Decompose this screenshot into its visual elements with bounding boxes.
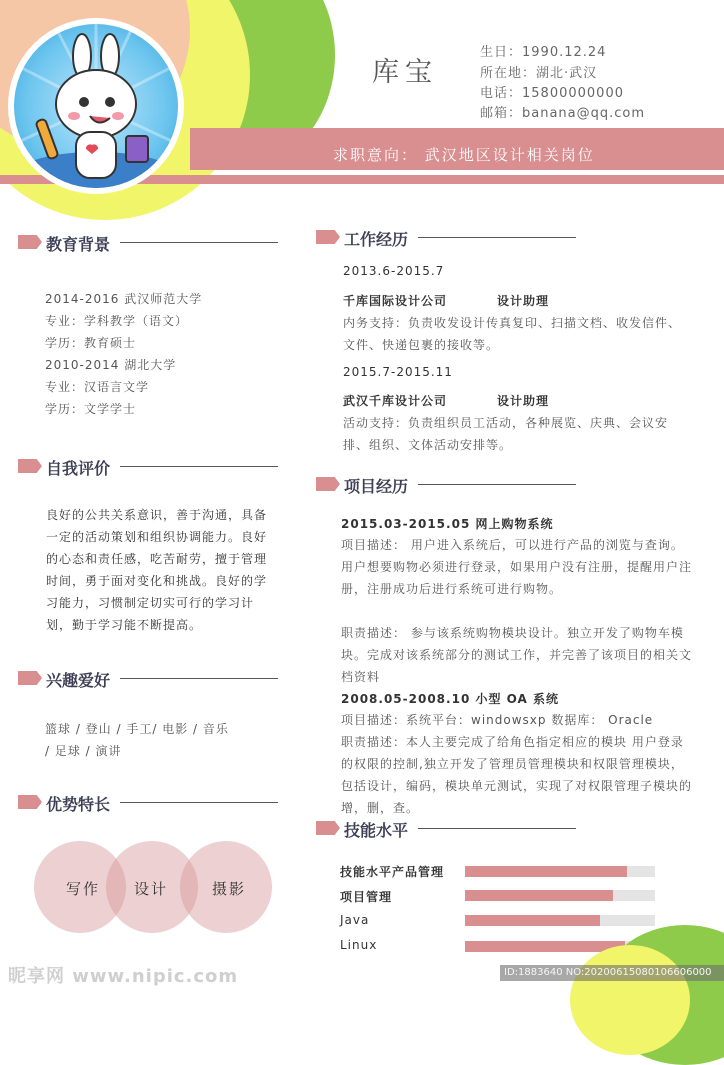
email: 邮箱：banana@qq.com	[480, 106, 646, 121]
skill-bar-fill	[465, 890, 613, 901]
project-description: 项目描述： 用户进入系统后，可以进行产品的浏览与查询。用户想要购物必须进行登录，如果用户没有注册，提醒用户注册，注册成功后进行系统可进行购物。	[341, 538, 693, 596]
decor-yellow-circle-bottom	[570, 945, 690, 1055]
project-duty: 职责描述： 参与该系统购物模块设计。独立开发了购物车模块。完成对该系统部分的测试工作，并完善了该项目的相关文档资料	[341, 626, 693, 684]
education-line: 2010-2014 湖北大学	[45, 358, 177, 372]
job-period: 2013.6-2015.7	[343, 264, 445, 278]
skill-bar-fill	[465, 915, 600, 926]
watermark-site: 昵享网 www.nipic.com	[8, 966, 239, 987]
project-description: 项目描述：系统平台：windowsxp 数据库： Oracle	[341, 713, 654, 727]
section-divider	[418, 484, 576, 485]
section-skills	[316, 818, 586, 838]
section-self-evaluation	[18, 456, 280, 476]
section-education	[18, 232, 280, 252]
section-arrow-icon	[316, 230, 340, 244]
skill-bar-fill	[465, 941, 625, 952]
skill-label: 技能水平产品管理	[340, 865, 445, 879]
skill-bar	[465, 890, 655, 901]
phone: 电话：15800000000	[480, 86, 624, 101]
section-title: 工作经历	[344, 230, 409, 249]
section-projects	[316, 474, 586, 494]
section-arrow-icon	[316, 477, 340, 491]
skill-label: 项目管理	[340, 890, 393, 904]
section-divider	[418, 828, 576, 829]
education-line: 学历：教育硕士	[45, 336, 137, 350]
education-line: 学历：文学学士	[45, 402, 137, 416]
section-title: 教育背景	[46, 235, 111, 254]
strength-item: 摄影	[212, 880, 247, 898]
skill-bar-fill	[465, 866, 627, 877]
self-evaluation-text: 良好的公共关系意识，善于沟通，具备一定的活动策划和组织协调能力。良好的心态和责任感，吃苦耐劳，擅于管理时间，勇于面对变化和挑战。良好的学习能力，习惯制定切实可行的学习计划，勤于学习能不断提高。	[46, 508, 268, 632]
candidate-name: 库宝	[372, 57, 438, 88]
project-header: 2008.05-2008.10 小型 OA 系统	[341, 692, 559, 706]
location: 所在地：湖北·武汉	[480, 66, 598, 81]
skill-label: Linux	[340, 938, 378, 952]
section-divider	[120, 242, 278, 243]
bunny-mascot-icon	[14, 24, 178, 188]
section-title: 技能水平	[344, 821, 409, 840]
section-divider	[120, 802, 278, 803]
job-role: 设计助理	[497, 294, 550, 308]
avatar	[8, 18, 184, 194]
job-description: 活动支持：负责组织员工活动，各种展览、庆典、会议安排、组织、文体活动安排等。	[343, 416, 669, 452]
section-arrow-icon	[18, 671, 42, 685]
section-arrow-icon	[316, 821, 340, 835]
education-line: 2014-2016 武汉师范大学	[45, 292, 203, 306]
skill-label: Java	[340, 913, 370, 927]
section-hobbies	[18, 668, 280, 688]
project-header: 2015.03-2015.05 网上购物系统	[341, 517, 554, 531]
strength-item: 设计	[134, 880, 169, 898]
education-line: 专业：汉语言文学	[45, 380, 150, 394]
job-role: 设计助理	[497, 394, 550, 408]
section-arrow-icon	[18, 235, 42, 249]
education-line: 专业：学科教学（语文）	[45, 314, 189, 328]
section-divider	[120, 678, 278, 679]
section-title: 优势特长	[46, 795, 111, 814]
section-title: 项目经历	[344, 477, 409, 496]
job-company: 千库国际设计公司	[343, 294, 448, 308]
birth-date: 生日：1990.12.24	[480, 45, 607, 60]
job-company: 武汉千库设计公司	[343, 394, 448, 408]
section-divider	[418, 237, 576, 238]
job-description: 内务支持：负责收发设计传真复印、扫描文档、收发信件、文件、快递包裹的接收等。	[343, 316, 682, 352]
section-title: 自我评价	[46, 459, 111, 478]
hobby-list: 篮球 / 登山 / 手工/ 电影 / 音乐	[45, 722, 229, 736]
section-title: 兴趣爱好	[46, 671, 111, 690]
watermark-id: ID:1883640 NO:20200615080106606000	[500, 965, 724, 981]
project-duty: 职责描述：本人主要完成了给角色指定相应的模块 用户登录的权限的控制,独立开发了管理员管理模块和权限管理模块，包括设计，编码，模块单元测试，实现了对权限管理子模块的增，删，查。	[341, 735, 693, 815]
strength-item: 写作	[66, 880, 101, 898]
section-arrow-icon	[18, 795, 42, 809]
hobby-list-cont: / 足球 / 演讲	[45, 744, 122, 758]
section-arrow-icon	[18, 459, 42, 473]
section-work-experience	[316, 227, 586, 247]
section-strengths	[18, 792, 280, 812]
skill-bar	[465, 915, 655, 926]
job-intent: 求职意向： 武汉地区设计相关岗位	[333, 146, 595, 164]
job-period: 2015.7-2015.11	[343, 365, 453, 379]
section-divider	[120, 466, 278, 467]
skill-bar	[465, 866, 655, 877]
